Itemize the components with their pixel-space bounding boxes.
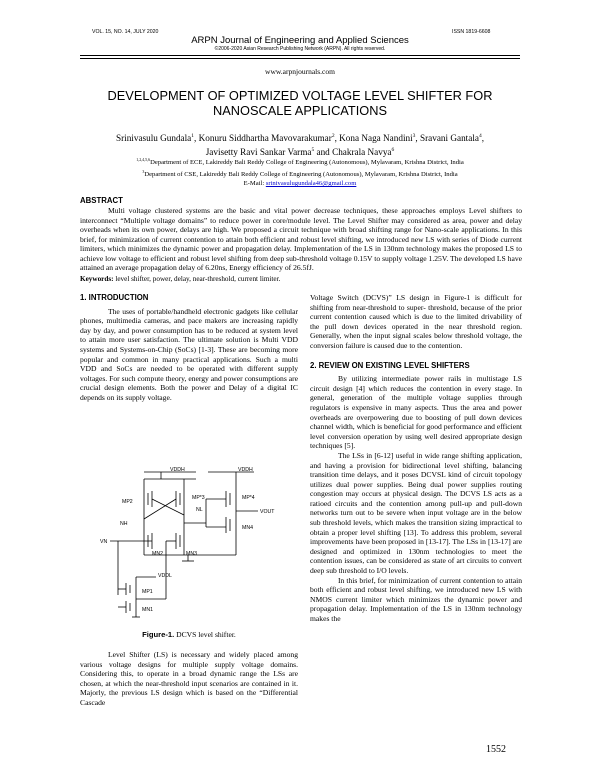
author-name: Javisetty Ravi Sankar Varma <box>205 147 312 158</box>
nl-label: NL <box>196 507 203 513</box>
intro-paragraph: The uses of portable/handheld electronic gadgets like cellular phones, multimedia cameras, and pace makers are increasing rapidly day by day, and power consumption has to be reduced at system level to attain more user satisfaction. The ultimate solution is Multi VDD systems and Systems-on-Chip (SoCs) [1-3]. These are becoming more popular and common in many practical applications. Such a multi VDD and SoCs are needed to be operated with different supply voltages. For such compute theory, energy and power consumptions are crucial design elements. Both the power and Delay of a digital IC depends on its supply voltage. <box>80 306 298 402</box>
abstract-text: Multi voltage clustered systems are the basic and vital power decrease techniques, these approaches employs Level shifters to interconnect “Multiple voltage domains” to reduce power in core/module level. The Level Shifter may considered as area, power and delay overheads when its own power, delays are high. We proposed a circuit technique with broad shifting range for Nano-scale applications. In this brief, for minimization of current contention to attain both efficient and robust level shifting, we introduced new LS with series of Diode current limiters, which minimizes the dynamic power and propagation delay. Implementation of the LS in 130nm technology makes the proposed LS to achieve low voltage to efficient and robust level shifting from deep sub-threshold voltage 0.15V to supply voltage 1.25V. The developed LS have attained an average propagation delay of 6.20ns, Energy efficiency of 26.5fJ. <box>80 206 522 273</box>
review-heading: 2. REVIEW ON EXISTING LEVEL SHIFTERS <box>310 360 470 370</box>
mn4-label: MN4 <box>242 525 253 531</box>
dcvs-continued-paragraph: Voltage Switch (DCVS)” LS design in Figure-1 is difficult for shifting from near-threshold to super- threshold, because of the prior current contention caused which is due to the limited drivability of the pull down devices operated in the near threshold region. Generally, when the input signal scales below threshold voltage, the conversion failure is caused due to the contention. <box>310 293 522 350</box>
mp3-label: MP*3 <box>192 495 205 501</box>
volume-info: VOL. 15, NO. 14, JULY 2020 <box>92 29 159 35</box>
mp4-label: MP*4 <box>242 495 255 501</box>
affiliations: $^{1,2,4,5,6}$Department of ECE, Lakireddy Bali Reddy College of Engineering (Autonomous), Mylavaram, Krishna District, India $^3$Department of CSE, Lakireddy Bali Reddy College of Engineering (Autonomous), Mylavaram, Krishna District, India E-Mail: srinivasulugundala46@gmail.com <box>136 157 464 188</box>
author-name: Sravani Gantala <box>420 133 479 144</box>
left-column-after-figure <box>80 650 298 708</box>
copyright-line: ©2006-2020 Asian Research Publishing Network (ARPN). All rights reserved. <box>214 46 386 52</box>
vddh-label-2: VDDH <box>238 467 253 473</box>
paper-title <box>80 88 520 118</box>
title-line-1: DEVELOPMENT OF OPTIMIZED VOLTAGE LEVEL SHIFTER FOR <box>107 88 493 103</box>
mn3-label: MN3 <box>186 551 197 557</box>
header-rule-top <box>80 55 520 56</box>
review-paragraph-2: The LSs in [6-12] useful in wide range shifting application, and having a provision for bidirectional level shifting, balancing transition time delays, and it poses DCVSL kind of circuit topology utilizes dual power supplies. Being dual power supplies routing congestion may occurs at physical design. The DCVS LS acts as a ratioed circuits and the contention among pull-up and pull-down networks turn out to be severe when input voltage are in the below sub threshold levels, which makes the transition sizing impractical to obtain a proper level shifting [13]. To address this problem, several improvements have been proposed in [13-17]. The LSs in [13-17] are designed and optimized in 130nm technologies to meet the contention issues, can be considered as state of art circuits to convert deep sub threshold to I/O levels. <box>310 450 522 576</box>
author-name: Srinivasulu Gundala <box>115 133 192 144</box>
title-line-2: NANOSCALE APPLICATIONS <box>213 103 387 118</box>
page-number: 1552 <box>486 744 506 755</box>
affiliation-cse: Department of CSE, Lakireddy Bali Reddy College of Engineering (Autonomous), Mylavaram, Krishna District, India <box>144 171 458 179</box>
dcvs-level-shifter-figure <box>96 467 302 622</box>
vout-label: VOUT <box>260 509 275 515</box>
figure-caption: Figure-1. DCVS level shifter. <box>142 630 236 639</box>
vddh-label-1: VDDH <box>170 467 185 473</box>
mp1-label: MP1 <box>142 589 153 595</box>
mp2-label: MP2 <box>122 499 133 505</box>
journal-website[interactable]: www.arpnjournals.com <box>265 67 335 76</box>
issn: ISSN 1819-6608 <box>452 29 491 35</box>
left-column-intro <box>80 293 298 403</box>
mn2-label: MN2 <box>152 551 163 557</box>
keywords: Keywords: level shifter, power, delay, near-threshold, current limiter. <box>80 275 281 283</box>
header-rule-bottom <box>80 58 520 59</box>
right-column <box>310 293 522 624</box>
author-list: Srinivasulu Gundala$^1$, Konuru Siddhartha Mavovarakumar$^2$, Kona Naga Nandini$^3$, Sravani Gantala$^4$, Javisetty Ravi Sankar Varma$^5$ and Chakrala Navya$^6$ <box>115 133 485 158</box>
nh-label: NH <box>120 521 128 527</box>
author-email-link[interactable]: srinivasulugundala46@gmail.com <box>265 180 357 188</box>
journal-name: ARPN Journal of Engineering and Applied Sciences <box>191 35 409 46</box>
mn1-label: MN1 <box>142 607 153 613</box>
vin-label: VN <box>100 539 108 545</box>
author-name: Chakrala Navya <box>332 147 392 158</box>
level-shifter-paragraph: Level Shifter (LS) is necessary and widely placed among various voltage designs for multiple supply voltage domains. Considering this, to operate in a broad dynamic range the LSs are chosen, at which the near-threshold input scenarios are contained in it. Majorly, the previous LS design which is based on the “Differential Cascade <box>80 650 298 707</box>
author-name: Konuru Siddhartha Mavovarakumar <box>198 133 332 144</box>
vddl-label: VDDL <box>158 573 172 579</box>
intro-heading: 1. INTRODUCTION <box>80 293 149 302</box>
review-paragraph-1: By utilizing intermediate power rails in multistage LS circuit design [4] which reduces the contention in every stage. In general, generation of the multiple voltage supplies through regulators is expensive in many aspects. Thus the area and power overheads are overpowering due to boosting of pull down devices channel width, which is beneficial for good performance and efficient level conversion operation by using well desired appropriate design techniques [5]. <box>310 374 522 451</box>
review-paragraph-3: In this brief, for minimization of current contention to attain both efficient and robust level shifting, we introduced new LS with NMOS current limiter which minimizes the dynamic power and propagation delay. Implementation of the LS in 130nm technology makes the <box>310 575 522 623</box>
author-name: Kona Naga Nandini <box>339 133 413 144</box>
abstract-heading: ABSTRACT <box>80 196 123 205</box>
affiliation-ece: Department of ECE, Lakireddy Bali Reddy College of Engineering (Autonomous), Mylavaram, Krishna District, India <box>150 159 464 167</box>
